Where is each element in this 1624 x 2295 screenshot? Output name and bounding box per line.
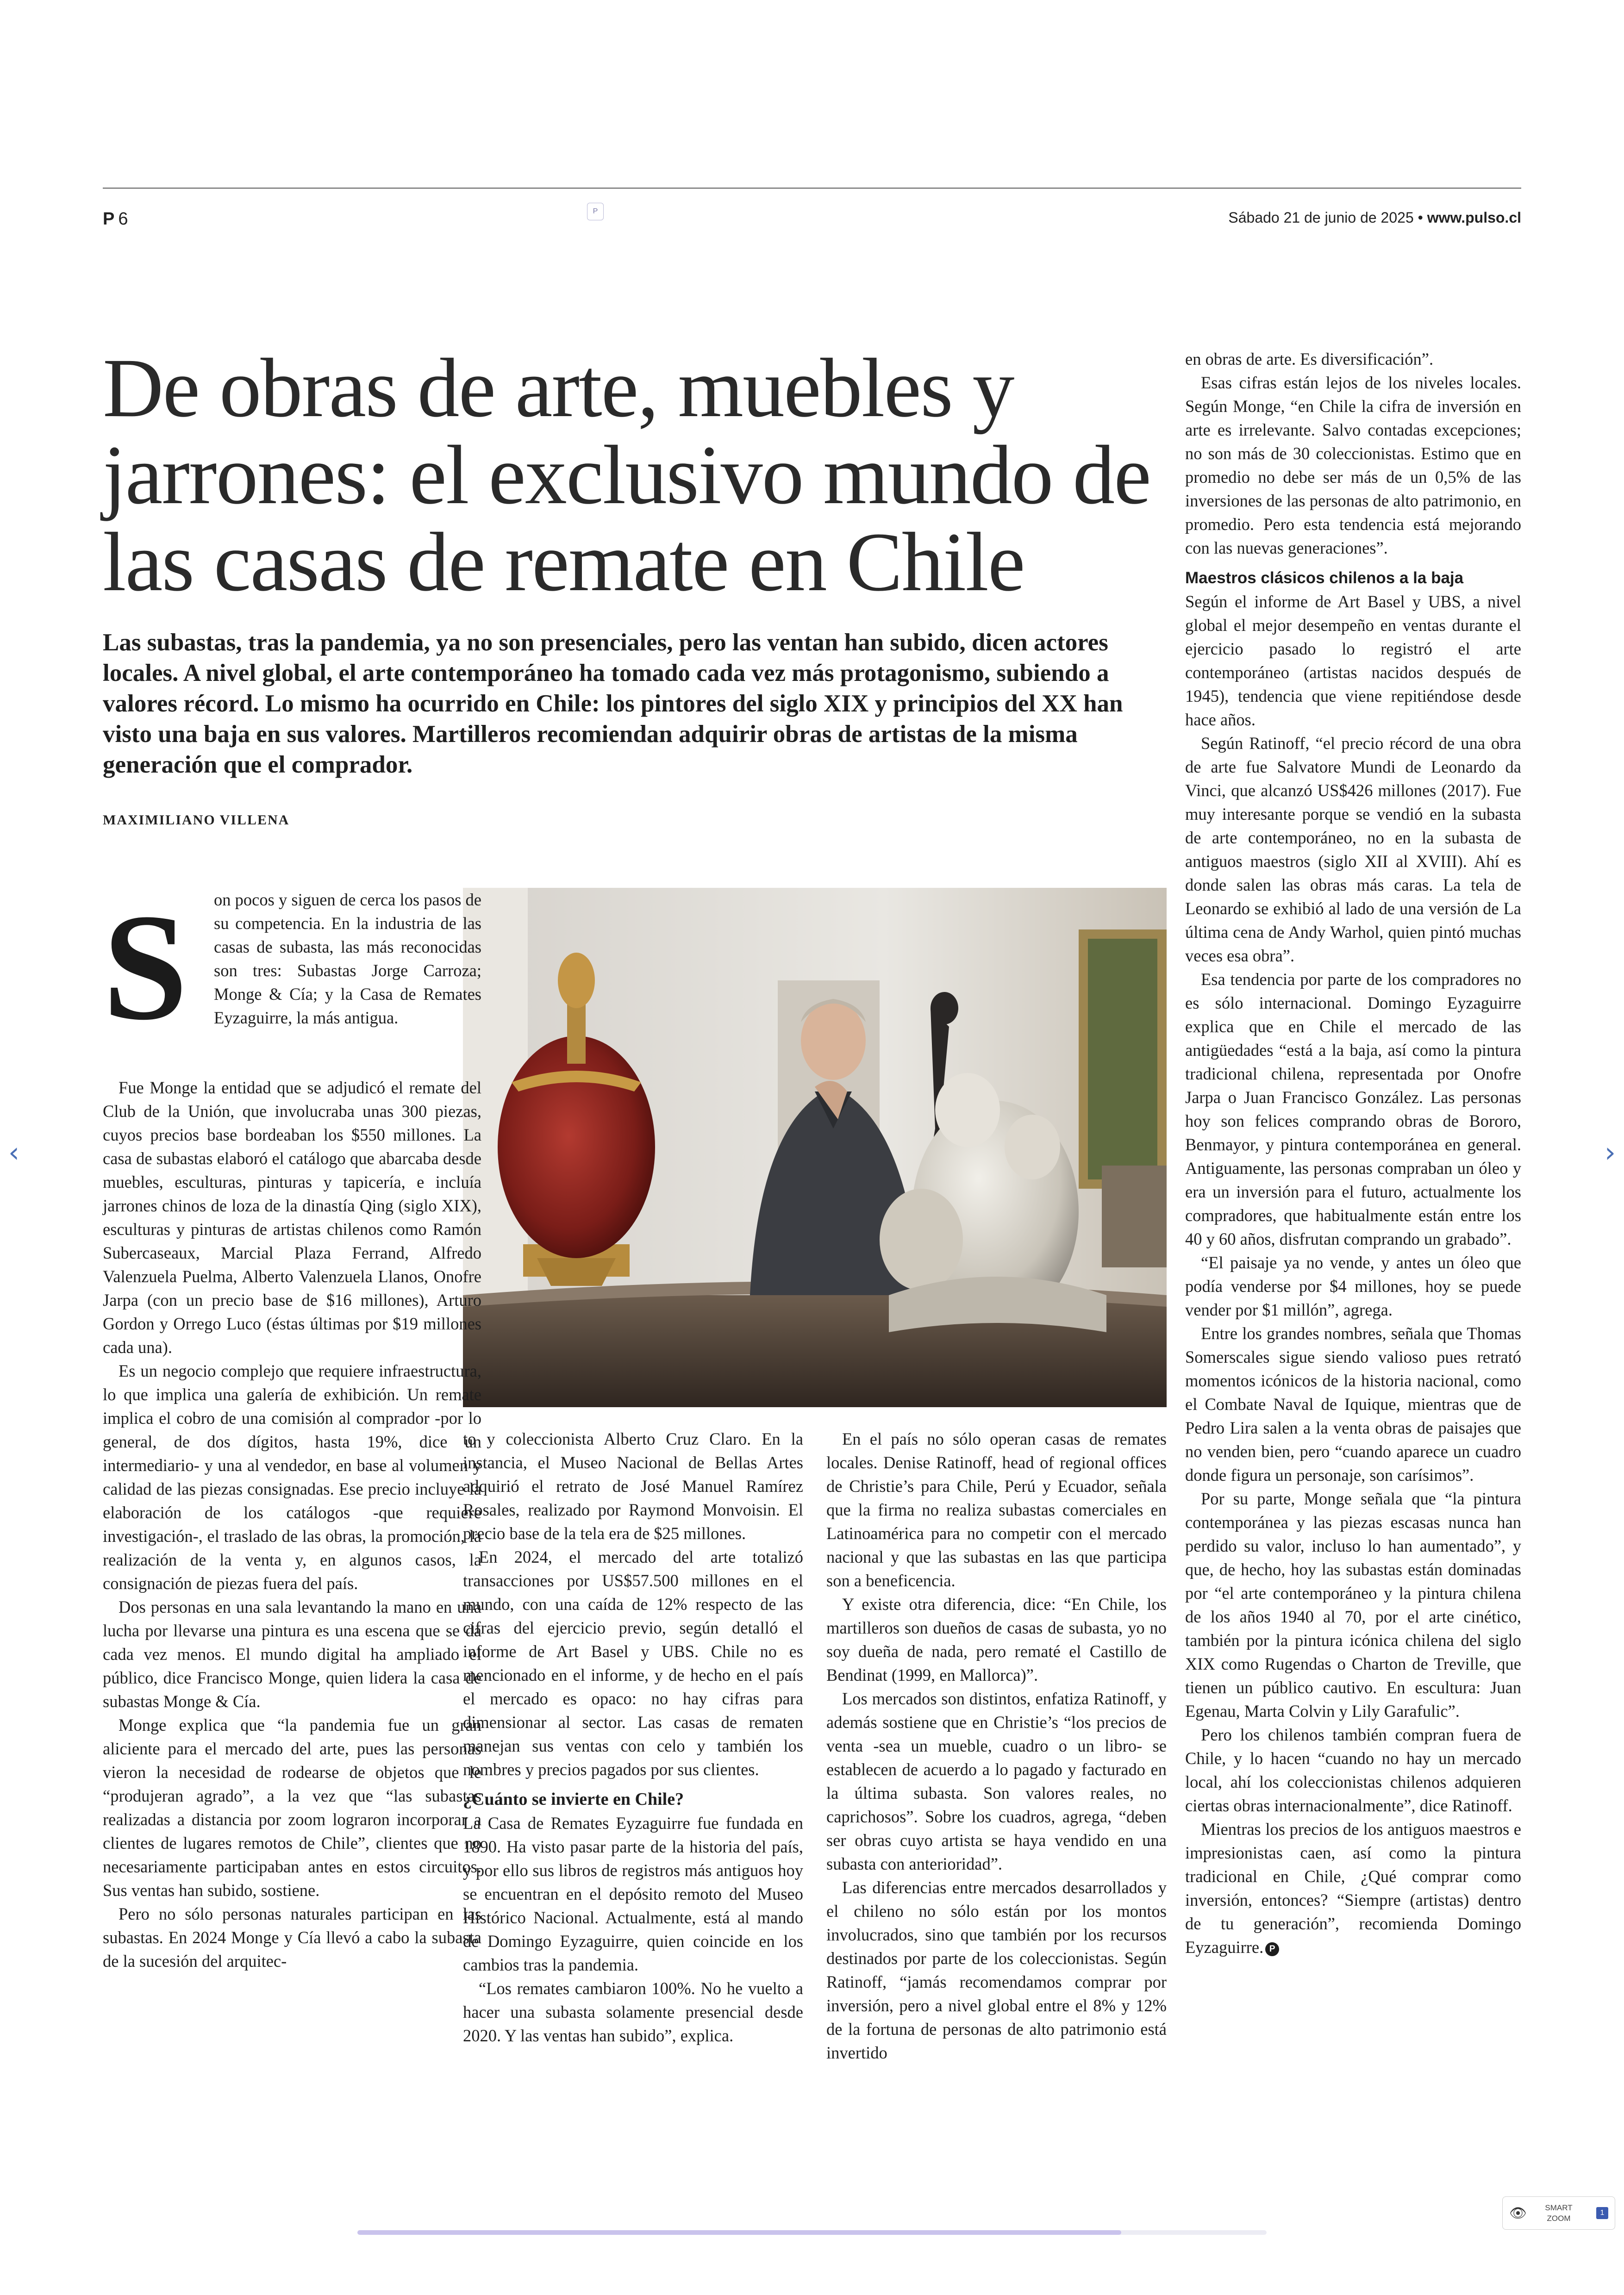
paragraph: on pocos y siguen de cerca los pasos de su competencia. En la industria de las casas de subasta, las más reconocidas son tres: Subastas Jorge Carroza; Monge & Cía; y la Casa de Remates Eyzaguirre, la más antigua. xyxy=(214,890,481,1027)
body-column-3 xyxy=(826,1427,1167,2064)
page-marker-icon[interactable]: P xyxy=(587,203,604,220)
paragraph: Según el informe de Art Basel y UBS, a nivel global el mejor desempeño en ventas durante el ejercicio pasado lo registró el arte contemporáneo (artistas nacidos después de 1945), tendencia que viene repitiéndose desde hace años. xyxy=(1185,592,1521,729)
paragraph: La Casa de Remates Eyzaguirre fue fundada en 1890. Ha visto pasar parte de la historia del país, y por ello sus libros de registros más antiguos hoy se encuentran en el depósito remoto del Museo Histórico Nacional. Actualmente, está al mando de Domingo Eyzaguirre, quien coincide en los cambios tras la pandemia. xyxy=(463,1814,803,1974)
paragraph: Y existe otra diferencia, dice: “En Chile, los martilleros son dueños de casas de subasta, yo no soy dueña de nada, pero rematé el Castillo de Bendinat (1999, en Mallorca)”. xyxy=(826,1595,1167,1684)
paragraph: Monge explica que “la pandemia fue un gran aliciente para el mercado del arte, pues las personas vieron la necesidad de rodearse de objetos que le “produjeran agrado”, a la vez que “las subastas realizadas a distancia por zoom lograron incorporar a clientes de lugares remotos de Chile”, clientes que no necesariamente participaban antes en estos circuitos. Sus ventas han subido, sostiene. xyxy=(103,1715,481,1900)
paragraph: Es un negocio complejo que requiere infraestructura, lo que implica una galería de exhibición. Un remate implica el cobro de una comisión al comprador -por lo general, de dos dígitos, hasta 19%, dice un intermediario- y una al vendedor, en base al volumen y calidad de las piezas consignadas. Ese precio incluye la elaboración de los catálogos -que requiere investigación-, el traslado de las obras, la promoción, la realización de la venta y, en algunos casos, la consignación de piezas fuera del país. xyxy=(103,1361,481,1593)
dateline xyxy=(1228,209,1521,226)
paragraph: Fue Monge la entidad que se adjudicó el remate del Club de la Unión, que involucraba unas 300 piezas, cuyos precios base bordeaban los $550 millones. La casa de subastas elaboró el catálogo que abarcaba desde muebles, esculturas, pinturas y tapicería, e incluía jarrones chinos de loza de la dinastía Qing (siglo XIX), esculturas y pinturas de artistas chilenos como Ramón Subercaseaux, Marcial Plaza Ferrand, Alfredo Valenzuela Puelma, Alberto Valenzuela Llanos, Onofre Jarpa (con un precio base de $16 millones), Arturo Gordon y Orrego Luco (éstas últimas por $19 millones cada una). xyxy=(103,1078,481,1357)
paragraph: en obras de arte. Es diversificación”. xyxy=(1185,349,1434,368)
paragraph xyxy=(1185,1817,1521,1959)
paragraph: “El paisaje ya no vende, y antes un óleo que podía venderse por $4 millones, hoy se puede vender por $1 millón”, agrega. xyxy=(1185,1253,1521,1319)
paragraph: Pero los chilenos también compran fuera de Chile, y lo hacen “cuando no hay un mercado local, ahí los coleccionistas chilenos adquieren ciertas obras internacionalmente”, dice Ratinoff. xyxy=(1185,1725,1521,1815)
closing-paragraph: Mientras los precios de los antiguos maestros e impresionistas caen, así como la pintura tradicional en Chile, ¿Qué comprar como inversión, entonces? “Siempre (artistas) dentro de tu generación”, recomienda Domingo Eyzaguirre. xyxy=(1185,1820,1521,1957)
deck: Las subastas, tras la pandemia, ya no son presenciales, pero las ventan han subido, dicen actores locales. A nivel global, el arte contemporáneo ha tomado cada vez más protagonismo, subiendo a valores récord. Lo mismo ha ocurrido en Chile: los pintores del siglo XIX y principios del XX han visto una baja en sus valores. Martilleros recomiendan adquirir obras de artistas de la misma generación que el comprador. xyxy=(103,629,1123,778)
paragraph: En el país no sólo operan casas de remates locales. Denise Ratinoff, head of regional offices de Christie’s para Chile, Perú y Ecuador, señala que la firma no realiza subastas comerciales en Latinoamérica para no competir con el mercado nacional y que las subastas en las que participa son a beneficencia. xyxy=(826,1429,1167,1590)
paragraph: to y coleccionista Alberto Cruz Claro. En la instancia, el Museo Nacional de Bellas Artes adquirió el retrato de José Manuel Ramírez Rosales, realizado por Raymond Monvoisin. El precio base de la tela era de $25 millones. xyxy=(463,1429,803,1543)
paragraph: Dos personas en una sala levantando la mano en una lucha por llevarse una pintura es una escena que se da cada vez menos. El mundo digital ha ampliado el público, dice Francisco Monge, quien lidera la casa de subastas Monge & Cía. xyxy=(103,1597,481,1711)
paragraph: Esas cifras están lejos de los niveles locales. Según Monge, “en Chile la cifra de inversión en arte es irrelevante. Salvo contadas excepciones; no son más de 30 coleccionistas. Estimo que en promedio no debe ser más de un 0,5% de las inversiones de las personas de alto patrimonio, en promedio. Pero esta tendencia está mejorando con las nuevas generaciones”. xyxy=(1185,373,1521,557)
top-rule xyxy=(103,187,1521,189)
paragraph: Las diferencias entre mercados desarrollados y el chileno no sólo están por los montos involucrados, sino que también por los recursos destinados por parte de los coleccionistas. Según Ratinoff, “jamás recomendamos comprar por inversión, pero a nivel global entre el 8% y 12% de la fortuna de personas de alto patrimonio está invertido xyxy=(826,1878,1167,2062)
page-folio xyxy=(103,209,128,229)
byline: MAXIMILIANO VILLENA xyxy=(103,812,290,828)
section-mark: P xyxy=(103,209,115,229)
smart-zoom-button[interactable] xyxy=(1502,2196,1615,2230)
paragraph: En 2024, el mercado del arte totalizó transacciones por US$57.500 millones en el mundo, con una caída de 12% respecto de las cifras del ejercicio previo, según detalló el informe de Art Basel y UBS. Chile no es mencionado en el informe, y de hecho en el país el mercado es opaco: no hay cifras para dimensionar al sector. Las casas de rematen manejan sus ventas con celo y también los nombres y precios pagados por sus clientes. xyxy=(463,1547,803,1779)
paragraph: Según Ratinoff, “el precio récord de una obra de arte fue Salvatore Mundi de Leonardo da Vinci, que alcanzó US$426 millones (2017). Fue muy interesante porque se vendió en la subasta de arte contemporáneo, no en la subasta de antiguos maestros (siglo XII al XVIII). Ahí es donde salen las obras más caras. La tela de Leonardo se exhibió al lado de una versión de La última cena de Andy Warhol, quien pintó muchas veces esa obra”. xyxy=(1185,734,1521,965)
headline: De obras de arte, muebles y jarrones: el exclusivo mundo de las casas de remate en Chile xyxy=(103,342,1150,609)
smart-zoom-badge: 1 xyxy=(1596,2207,1608,2219)
subhead: ¿Cuánto se invierte en Chile? xyxy=(463,1790,684,1809)
page-number: 6 xyxy=(118,209,128,229)
paragraph: Los mercados son distintos, enfatiza Ratinoff, y además sostiene que en Christie’s “los precios de venta -sea un mueble, cuadro o un libro- se establecen de acuerdo a lo pagado y facturado en la última subasta. Son valores reales, no caprichosos”. Sobre los cuadros, agrega, “deben ser obras cuyo artista se haya vendido en una subasta con anterioridad”. xyxy=(826,1689,1167,1873)
issue-date: Sábado 21 de junio de 2025 • xyxy=(1228,209,1423,226)
site-url: www.pulso.cl xyxy=(1427,209,1521,226)
auction-photo-illustration xyxy=(463,888,1167,1407)
paragraph: Entre los grandes nombres, señala que Thomas Somerscales sigue siendo valioso pues retrató momentos icónicos de la historia nacional, como el Combate Naval de Iquique, mientras que de Pedro Lira salen a la venta obras de paisajes que no venden bien, pero “cuando aparece un cuadro donde figura un personaje, son carísimos”. xyxy=(1185,1324,1521,1484)
chevron-left-icon[interactable]: ‹ xyxy=(8,1136,19,1169)
scrollbar-thumb[interactable] xyxy=(357,2230,1121,2235)
article-photo xyxy=(463,888,1167,1407)
intro-paragraph xyxy=(214,888,481,1029)
body-column-4 xyxy=(1185,347,1521,1959)
end-mark-icon: P xyxy=(1265,1942,1279,1956)
chevron-right-icon[interactable]: › xyxy=(1605,1136,1616,1169)
body-column-2 xyxy=(463,1427,803,2047)
paragraph: Por su parte, Monge señala que “la pintura contemporánea y las piezas escasas nunca han perdido su valor, incluso lo han aumentado”, y que, de hecho, hoy las subastas están dominadas por “el arte contemporáneo y la pintura chilena de los años 1940 al 70, por el arte cinético, también por la pintura icónica chilena del siglo XIX como Rugendas o Charton de Treville, que tienen un público cautivo. En escultura: Juan Egenau, Marta Colvin y Lily Garafulic”. xyxy=(1185,1489,1521,1721)
body-column-1 xyxy=(103,1076,481,1973)
paragraph: Pero no sólo personas naturales participan en las subastas. En 2024 Monge y Cía llevó a cabo la subasta de la sucesión del arquitec- xyxy=(103,1904,481,1971)
paragraph: “Los remates cambiaron 100%. No he vuelto a hacer una subasta solamente presencial desde 2020. Y las ventas han subido”, explica. xyxy=(463,1979,803,2045)
eye-icon: 👁 xyxy=(1509,2206,1527,2221)
smart-zoom-label: SMART ZOOM xyxy=(1545,2203,1573,2223)
drop-cap: S xyxy=(103,883,188,1052)
paragraph: Esa tendencia por parte de los compradores no es sólo internacional. Domingo Eyzaguirre explica que en Chile el mercado de las antigüedades “está a la baja, así como la pintura tradicional chilena, representada por Onofre Jarpa o Juan Francisco González. Las personas hoy son felices comprando obras de Bororo, Benmayor, y pintura contemporánea en general. Antiguamente, las personas compraban un óleo y era un inversión para el futuro, actualmente los compradores, que habitualmente están entre los 40 y 60 años, disfrutan comprando un grabado”. xyxy=(1185,970,1521,1248)
subhead: Maestros clásicos chilenos a la baja xyxy=(1185,569,1464,587)
